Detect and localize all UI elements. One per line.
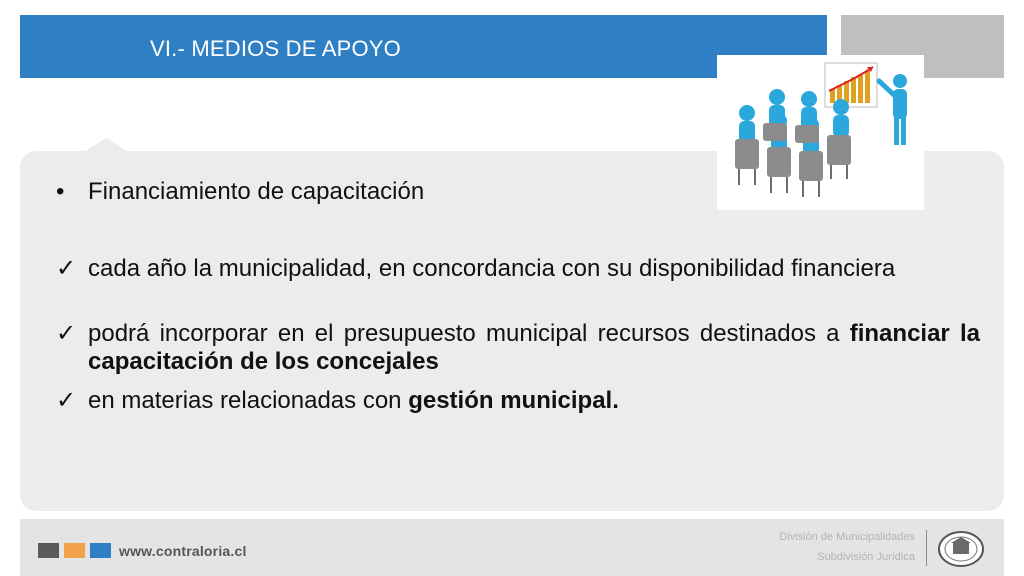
footer-divider bbox=[926, 530, 927, 566]
bullet-icon: • bbox=[56, 178, 65, 205]
main-bullet-text: Financiamiento de capacitación bbox=[88, 178, 425, 205]
footer-square-blue bbox=[90, 543, 111, 558]
footer-division: División de Municipalidades bbox=[779, 531, 915, 543]
footer-subdivision: Subdivisión Jurídica bbox=[817, 551, 915, 563]
header-bar bbox=[20, 15, 827, 78]
checkmark-icon: ✓ bbox=[56, 320, 77, 347]
check-item-1 bbox=[56, 255, 980, 283]
footer-square-orange bbox=[64, 543, 85, 558]
check-item-3 bbox=[56, 387, 980, 415]
panel-notch bbox=[84, 138, 128, 152]
check-item-3-bold-text: gestión municipal. bbox=[408, 387, 619, 414]
contraloria-seal-icon bbox=[936, 530, 986, 568]
check-item-2-text: podrá incorporar en el presupuesto municipal recursos destinados a bbox=[88, 320, 850, 347]
footer-url-link[interactable]: www.contraloria.cl bbox=[119, 543, 247, 559]
slide-title: VI.- MEDIOS DE APOYO bbox=[150, 36, 401, 61]
presentation-audience-icon bbox=[717, 55, 924, 210]
checkmark-icon: ✓ bbox=[56, 255, 77, 282]
footer-square-dark bbox=[38, 543, 59, 558]
checkmark-icon: ✓ bbox=[56, 387, 77, 414]
check-item-2 bbox=[56, 320, 980, 376]
check-item-2-bold-text: financiar la capacitación de los concejales bbox=[88, 320, 981, 375]
check-item-3-text: en materias relacionadas con bbox=[88, 387, 409, 414]
check-item-1-text: cada año la municipalidad, en concordancia con su disponibilidad financiera bbox=[88, 255, 896, 282]
